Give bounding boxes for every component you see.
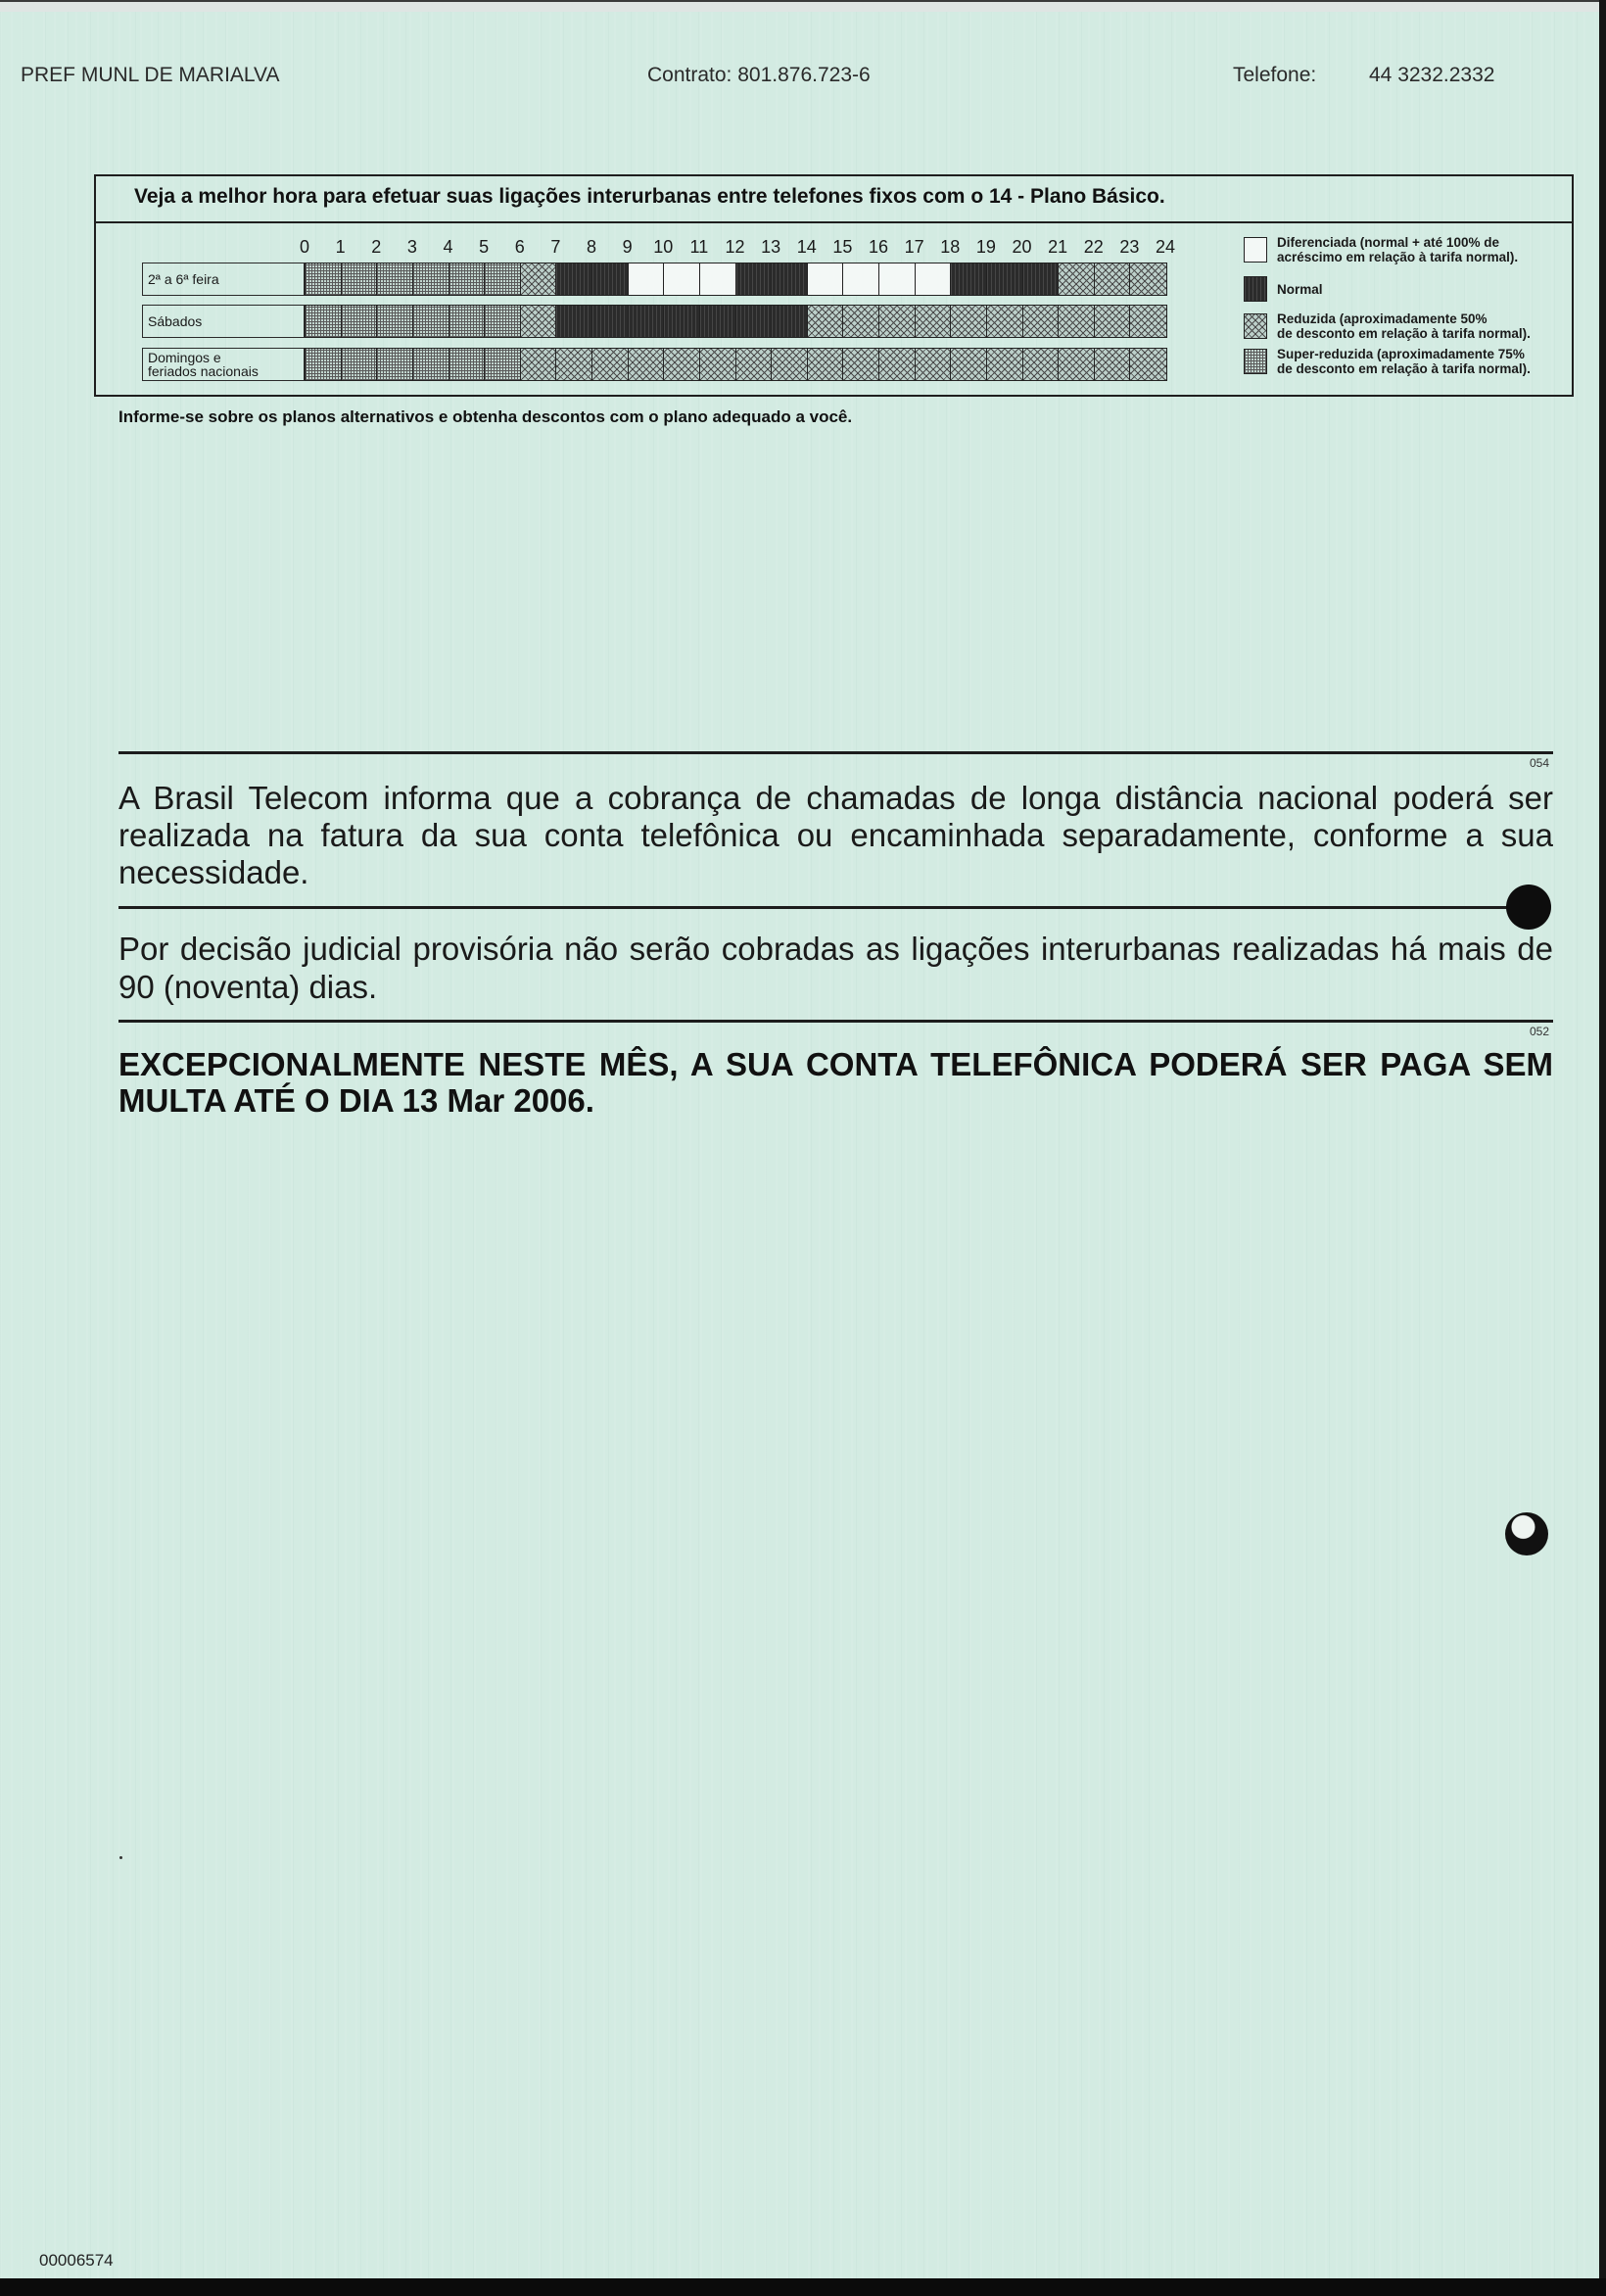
hour-cell-normal xyxy=(591,305,629,338)
legend-item-super-reduzida xyxy=(1244,347,1531,376)
hour-cell-reduzida xyxy=(663,348,700,381)
legend-text-line: Reduzida (aproximadamente 50% xyxy=(1277,311,1488,326)
hour-label: 17 xyxy=(904,237,924,257)
hour-cell-normal xyxy=(555,263,592,296)
contract-number: Contrato: 801.876.723-6 xyxy=(647,64,871,86)
hour-cell-super-reduzida xyxy=(449,263,486,296)
plans-footnote: Informe-se sobre os planos alternativos e obtenha descontos com o plano adequado a você. xyxy=(118,407,853,426)
notice-line: EXCEPCIONALMENTE NESTE MÊS, A SUA CONTA TELEFÔNICA PODERÁ SER PAGA SEM xyxy=(118,1046,1553,1082)
hour-label: 4 xyxy=(443,237,453,257)
legend-swatch xyxy=(1244,349,1267,374)
legend-swatch xyxy=(1244,276,1267,302)
hour-cell-reduzida xyxy=(1058,305,1095,338)
hour-label: 3 xyxy=(406,237,417,257)
hour-cell-reduzida xyxy=(1094,305,1131,338)
hour-cell-super-reduzida xyxy=(449,305,486,338)
hour-cell-super-reduzida xyxy=(484,348,521,381)
hour-label: 0 xyxy=(299,237,310,257)
notice-line: necessidade. xyxy=(118,854,309,890)
hour-label: 13 xyxy=(761,237,781,257)
hour-cell-reduzida xyxy=(1094,263,1131,296)
hour-label: 1 xyxy=(335,237,346,257)
legend-item-diferenciada xyxy=(1244,235,1518,264)
phone-label: Telefone: xyxy=(1233,64,1317,86)
hour-cell-reduzida xyxy=(950,305,987,338)
hour-cell-super-reduzida xyxy=(305,305,342,338)
legend-text-line: Normal xyxy=(1277,281,1323,297)
hour-cell-super-reduzida xyxy=(376,348,413,381)
hour-cell-super-reduzida xyxy=(449,348,486,381)
hour-cell-super-reduzida xyxy=(305,348,342,381)
hour-cell-super-reduzida xyxy=(305,263,342,296)
hour-cell-reduzida xyxy=(735,348,773,381)
hour-cell-super-reduzida xyxy=(341,305,378,338)
legend-text xyxy=(1277,282,1323,297)
tariff-schedule-table xyxy=(94,174,1574,397)
hour-label: 15 xyxy=(832,237,853,257)
section-code: 054 xyxy=(1530,756,1550,770)
hour-label: 19 xyxy=(975,237,996,257)
hour-label: 5 xyxy=(479,237,490,257)
schedule-row-label-line: 2ª a 6ª feira xyxy=(148,271,219,287)
hour-label: 8 xyxy=(586,237,597,257)
long-distance-notice xyxy=(118,780,1553,891)
hour-cell-reduzida xyxy=(915,305,952,338)
hour-cell-reduzida xyxy=(520,305,557,338)
hour-label: 20 xyxy=(1012,237,1032,257)
hour-cell-normal xyxy=(663,305,700,338)
hour-label: 24 xyxy=(1155,237,1176,257)
hour-cell-diferenciada xyxy=(628,263,665,296)
hour-cell-reduzida xyxy=(878,305,916,338)
scan-speck xyxy=(119,1856,122,1859)
hour-cell-reduzida xyxy=(842,305,879,338)
legend-item-normal xyxy=(1244,274,1323,304)
hour-cell-diferenciada xyxy=(699,263,736,296)
hour-label: 21 xyxy=(1048,237,1068,257)
page-edge-top xyxy=(0,0,1606,12)
hour-cell-super-reduzida xyxy=(341,348,378,381)
hour-cell-reduzida xyxy=(1058,348,1095,381)
notice-line: MULTA ATÉ O DIA 13 Mar 2006. xyxy=(118,1082,594,1119)
hour-label: 10 xyxy=(653,237,674,257)
hour-cell-diferenciada xyxy=(878,263,916,296)
hour-cell-normal xyxy=(735,263,773,296)
legend-swatch xyxy=(1244,237,1267,263)
hour-cell-reduzida xyxy=(986,348,1023,381)
hour-cell-reduzida xyxy=(807,348,844,381)
page-edge-bottom xyxy=(0,2278,1606,2296)
hour-label: 7 xyxy=(550,237,561,257)
hour-cell-super-reduzida xyxy=(341,263,378,296)
legend-text xyxy=(1277,235,1518,264)
section-divider xyxy=(118,1020,1553,1023)
legend-text-line: de desconto em relação à tarifa normal). xyxy=(1277,326,1531,341)
hour-label: 23 xyxy=(1119,237,1140,257)
hour-label: 22 xyxy=(1083,237,1104,257)
hour-cell-super-reduzida xyxy=(484,263,521,296)
notice-line: 90 (noventa) dias. xyxy=(118,969,378,1005)
hour-cell-reduzida xyxy=(878,348,916,381)
schedule-row-label-line: feriados nacionais xyxy=(148,363,259,379)
hour-cell-reduzida xyxy=(915,348,952,381)
hour-cell-normal xyxy=(555,305,592,338)
phone-number: 44 3232.2332 xyxy=(1369,64,1495,86)
hour-cell-normal xyxy=(735,305,773,338)
schedule-row-label xyxy=(142,305,305,338)
hour-label: 11 xyxy=(689,237,709,257)
hour-cell-super-reduzida xyxy=(412,263,449,296)
hour-cell-reduzida xyxy=(1129,305,1166,338)
hour-cell-reduzida xyxy=(1129,348,1166,381)
hour-cell-diferenciada xyxy=(663,263,700,296)
legend-text xyxy=(1277,311,1531,341)
hour-cell-reduzida xyxy=(520,263,557,296)
notice-line: realizada na fatura da sua conta telefônica ou encaminhada separadamente, conforme a sua xyxy=(118,817,1553,853)
hour-cell-reduzida xyxy=(1129,263,1166,296)
legend-text-line: de desconto em relação à tarifa normal). xyxy=(1277,361,1531,376)
hour-cell-normal xyxy=(628,305,665,338)
court-decision-notice xyxy=(118,930,1553,1006)
hour-cell-super-reduzida xyxy=(484,305,521,338)
customer-name: PREF MUNL DE MARIALVA xyxy=(21,64,280,86)
hour-cell-reduzida xyxy=(807,305,844,338)
hour-cell-reduzida xyxy=(555,348,592,381)
hour-cell-reduzida xyxy=(1022,348,1060,381)
hour-cell-diferenciada xyxy=(807,263,844,296)
hour-cell-super-reduzida xyxy=(412,348,449,381)
hour-cell-reduzida xyxy=(699,348,736,381)
schedule-row-label-line: Domingos e xyxy=(148,350,221,365)
hour-cell-normal xyxy=(699,305,736,338)
page-edge-right xyxy=(1599,0,1606,2296)
legend-item-reduzida xyxy=(1244,311,1531,341)
legend-text-line: Super-reduzida (aproximadamente 75% xyxy=(1277,347,1525,361)
hour-cell-normal xyxy=(591,263,629,296)
hour-label: 16 xyxy=(868,237,889,257)
hour-cell-normal xyxy=(771,305,808,338)
hour-cell-reduzida xyxy=(842,348,879,381)
hour-cell-normal xyxy=(986,263,1023,296)
hour-cell-super-reduzida xyxy=(412,305,449,338)
schedule-row-label xyxy=(142,263,305,296)
hour-cell-reduzida xyxy=(771,348,808,381)
hour-cell-reduzida xyxy=(950,348,987,381)
section-code: 052 xyxy=(1530,1025,1550,1038)
legend-text-line: acréscimo em relação à tarifa normal). xyxy=(1277,250,1519,264)
hour-cell-reduzida xyxy=(520,348,557,381)
hour-label: 14 xyxy=(796,237,817,257)
binder-hole-mark xyxy=(1505,1512,1548,1555)
schedule-row-label xyxy=(142,348,305,381)
legend-text-line: Diferenciada (normal + até 100% de xyxy=(1277,235,1499,250)
tariff-table-title: Veja a melhor hora para efetuar suas ligações interurbanas entre telefones fixos com o 14 - Plano Básico. xyxy=(134,185,1165,208)
hour-cell-normal xyxy=(1022,263,1060,296)
section-divider xyxy=(118,906,1514,909)
hour-cell-diferenciada xyxy=(915,263,952,296)
hour-cell-diferenciada xyxy=(842,263,879,296)
hour-cell-reduzida xyxy=(1094,348,1131,381)
hour-cell-normal xyxy=(771,263,808,296)
notice-line: Por decisão judicial provisória não serão cobradas as ligações interurbanas realizadas há mais de xyxy=(118,931,1553,967)
legend-swatch xyxy=(1244,313,1267,339)
hour-cell-normal xyxy=(950,263,987,296)
payment-deadline-notice xyxy=(118,1046,1553,1119)
hour-cell-reduzida xyxy=(628,348,665,381)
hour-label: 18 xyxy=(940,237,961,257)
hour-cell-reduzida xyxy=(591,348,629,381)
schedule-row-label-line: Sábados xyxy=(148,313,203,329)
hour-cell-super-reduzida xyxy=(376,305,413,338)
hour-cell-super-reduzida xyxy=(376,263,413,296)
punch-hole-mark xyxy=(1506,885,1551,930)
hour-label: 9 xyxy=(622,237,633,257)
hour-cell-reduzida xyxy=(1022,305,1060,338)
hour-label: 12 xyxy=(725,237,745,257)
document-number: 00006574 xyxy=(39,2251,114,2270)
hour-cell-reduzida xyxy=(986,305,1023,338)
legend-text xyxy=(1277,347,1531,376)
hour-label: 2 xyxy=(371,237,382,257)
section-divider xyxy=(118,751,1553,754)
title-separator xyxy=(96,221,1572,223)
hour-cell-reduzida xyxy=(1058,263,1095,296)
hour-label: 6 xyxy=(514,237,525,257)
notice-line: A Brasil Telecom informa que a cobrança de chamadas de longa distância nacional poderá ser xyxy=(118,780,1553,816)
